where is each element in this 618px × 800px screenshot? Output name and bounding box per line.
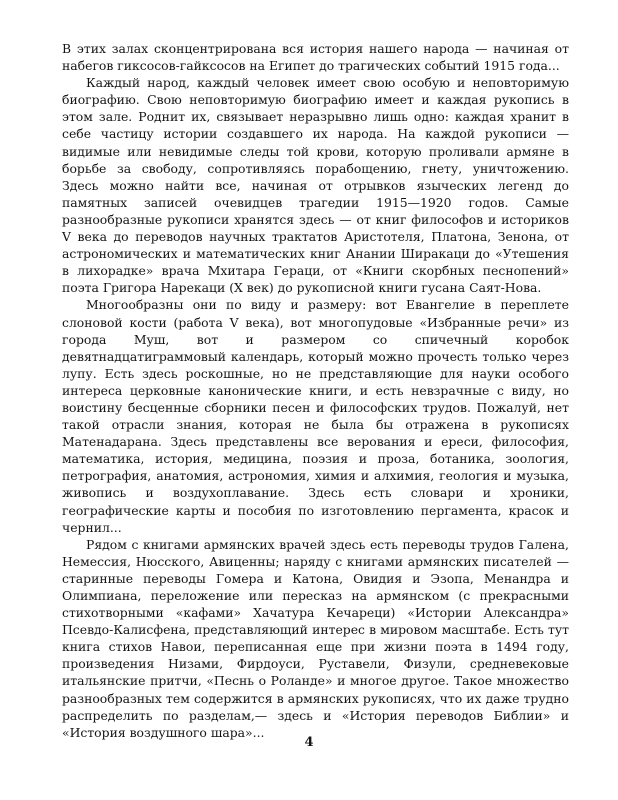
- paragraph-3: Многообразны они по виду и размеру: вот Евангелие в переплете слоновой кости (работа V века), вот многопудовые «Избранные речи» из города Муш, вот и размером со спичечный коробок девятнадцатиграммовый календарь, который можно прочесть только через лупу. Есть здесь роскошные, но не представляющие для науки особого интереса церковные канонические книги, и есть невзрачные с виду, но воистину бесценные сборники песен и философских трудов. Пожалуй, нет такой отрасли знания, которая не была бы отражена в рукописях Матенадарана. Здесь представлены все верования и ереси, философия, математика, история, медицина, поэзия и проза, ботаника, зоология, петрография, анатомия, астрономия, химия и алхимия, геология и музыка, живопись и воздухоплавание. Здесь есть словари и хроники, географические карты и пособия по изготовлению пергамента, красок и чернил...: [62, 297, 569, 535]
- paragraph-1: В этих залах сконцентрирована вся история нашего народа — начиная от набегов гиксосов-гайксосов на Египет до трагических событий 1915 года...: [62, 41, 569, 74]
- page-number: 4: [304, 735, 314, 750]
- paragraph-2: Каждый народ, каждый человек имеет свою особую и неповторимую биографию. Свою неповторимую биографию имеет и каждая рукопись в этом зале. Роднит их, связывает неразрывно лишь одно: каждая хранит в себе частицу истории создавшего их народа. На каждой рукописи — видимые или невидимые следы той крови, которую проливали армяне в борьбе за свободу, сопротивляясь порабощению, гнету, уничтожению. Здесь можно найти все, начиная от отрывков языческих легенд до памятных записей очевидцев трагедии 1915—1920 годов. Самые разнообразные рукописи хранятся здесь — от книг философов и историков V века до переводов научных трактатов Аристотеля, Платона, Зенона, от астрономических и математических книг Анании Ширакаци до «Утешения в лихорадке» врача Мхитара Гераци, от «Книги скорбных песнопений» поэта Григора Нарекаци (X век) до рукописной книги гусана Саят-Нова.: [62, 75, 569, 296]
- page-body: [62, 40, 569, 741]
- paragraph-4: Рядом с книгами армянских врачей здесь есть переводы трудов Галена, Немессия, Нюсского, Авиценны; наряду с книгами армянских писателей — старинные переводы Гомера и Катона, Овидия и Эзопа, Менандра и Олимпиана, переложение или пересказ на армянском (с прекрасными стихотворными «кафами» Хачатура Кечареци) «Истории Александра» Псевдо-Калисфена, представляющий интерес в мировом масштабе. Есть тут книга стихов Навои, переписанная еще при жизни поэта в 1494 году, произведения Низами, Фирдоуси, Руставели, Физули, средневековые итальянские притчи, «Песнь о Роланде» и многое другое. Такое множество разнообразных тем содержится в армянских рукописях, что их даже трудно распределить по разделам,— здесь и «История переводов Библии» и «История воздушного шара»...: [62, 536, 569, 740]
